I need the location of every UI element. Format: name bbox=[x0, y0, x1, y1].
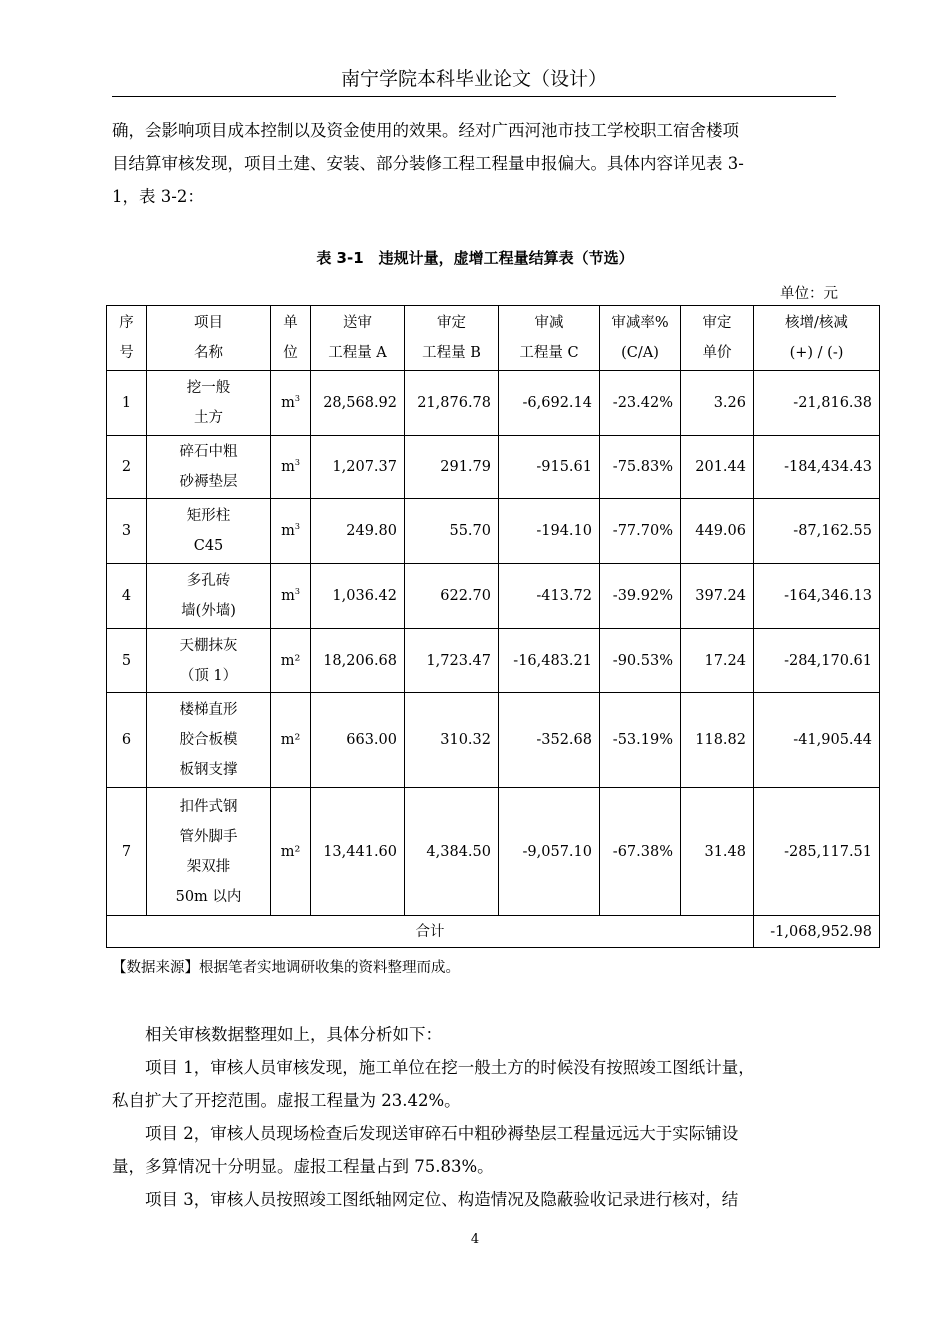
item-name-line: 土方 bbox=[194, 410, 223, 426]
item-name-line: 砂褥垫层 bbox=[179, 474, 238, 490]
reduction-rate: -67.38% bbox=[600, 788, 681, 916]
header-cell: 项目 名称 bbox=[147, 306, 271, 371]
adjustment-amount: -285,117.51 bbox=[754, 788, 880, 916]
total-label: 合计 bbox=[107, 916, 754, 948]
approved-unit-price: 397.24 bbox=[681, 564, 754, 629]
row-number: 3 bbox=[107, 499, 147, 564]
approved-unit-price: 3.26 bbox=[681, 371, 754, 436]
row-number: 6 bbox=[107, 693, 147, 788]
unit-text: m bbox=[281, 588, 295, 604]
item-name-cell bbox=[147, 693, 271, 788]
approved-quantity: 291.79 bbox=[405, 436, 499, 499]
reduction-rate: -90.53% bbox=[600, 629, 681, 693]
item-name-line: 墙(外墙) bbox=[181, 603, 236, 619]
approved-unit-price: 201.44 bbox=[681, 436, 754, 499]
table-row bbox=[107, 371, 880, 436]
table-row bbox=[107, 693, 880, 788]
adjustment-amount: -41,905.44 bbox=[754, 693, 880, 788]
submitted-quantity: 663.00 bbox=[311, 693, 405, 788]
row-number: 7 bbox=[107, 788, 147, 916]
unit-cell bbox=[271, 788, 311, 916]
table-header-row bbox=[107, 306, 880, 371]
row-number: 5 bbox=[107, 629, 147, 693]
reduction-rate: -75.83% bbox=[600, 436, 681, 499]
table-row bbox=[107, 564, 880, 629]
item-name-line: 扣件式钢 bbox=[179, 798, 238, 815]
submitted-quantity: 249.80 bbox=[311, 499, 405, 564]
item-name-cell bbox=[147, 499, 271, 564]
table-row bbox=[107, 788, 880, 916]
table-row bbox=[107, 436, 880, 499]
item-name-cell bbox=[147, 436, 271, 499]
row-number: 4 bbox=[107, 564, 147, 629]
item-name-line: （顶 1） bbox=[179, 667, 238, 684]
approved-unit-price: 449.06 bbox=[681, 499, 754, 564]
unit-cell bbox=[271, 371, 311, 436]
header-cell: 送审 工程量 A bbox=[311, 306, 405, 371]
item-name-cell bbox=[147, 629, 271, 693]
row-number: 1 bbox=[107, 371, 147, 436]
item-name-line: 架双排 bbox=[186, 858, 231, 875]
body-line: 项目 2，审核人员现场检查后发现送审碎石中粗砂褥垫层工程量远远大于实际铺设 bbox=[145, 1124, 739, 1143]
approved-quantity: 55.70 bbox=[405, 499, 499, 564]
reduced-quantity: -9,057.10 bbox=[499, 788, 600, 916]
unit-cell bbox=[271, 629, 311, 693]
unit-superscript: 3 bbox=[294, 522, 300, 532]
reduction-rate: -53.19% bbox=[600, 693, 681, 788]
body-line: 私自扩大了开挖范围。虚报工程量为 23.42%。 bbox=[112, 1091, 461, 1110]
adjustment-amount: -184,434.43 bbox=[754, 436, 880, 499]
unit-text: m² bbox=[280, 652, 301, 669]
item-name-line: 挖一般 bbox=[186, 380, 231, 396]
page-header: 南宁学院本科毕业论文（设计） bbox=[112, 62, 836, 97]
analysis-paragraphs bbox=[112, 1018, 838, 1216]
item-name-line: 碎石中粗 bbox=[179, 444, 238, 460]
approved-quantity: 622.70 bbox=[405, 564, 499, 629]
header-cell: 审定 工程量 B bbox=[405, 306, 499, 371]
body-line: 项目 1，审核人员审核发现，施工单位在挖一般土方的时候没有按照竣工图纸计量， bbox=[145, 1058, 755, 1077]
item-name-line: 天棚抹灰 bbox=[179, 637, 238, 654]
submitted-quantity: 28,568.92 bbox=[311, 371, 405, 436]
item-name-cell bbox=[147, 564, 271, 629]
approved-quantity: 21,876.78 bbox=[405, 371, 499, 436]
adjustment-amount: -164,346.13 bbox=[754, 564, 880, 629]
reduced-quantity: -352.68 bbox=[499, 693, 600, 788]
header-cell: 单 位 bbox=[271, 306, 311, 371]
data-source-note: 【数据来源】根据笔者实地调研收集的资料整理而成。 bbox=[112, 960, 460, 976]
approved-quantity: 4,384.50 bbox=[405, 788, 499, 916]
adjustment-amount: -284,170.61 bbox=[754, 629, 880, 693]
intro-line: 1，表 3-2： bbox=[112, 187, 204, 206]
unit-superscript: 3 bbox=[294, 587, 300, 597]
unit-text: m² bbox=[280, 843, 301, 860]
submitted-quantity: 1,036.42 bbox=[311, 564, 405, 629]
submitted-quantity: 18,206.68 bbox=[311, 629, 405, 693]
unit-text: m bbox=[281, 523, 295, 539]
unit-cell bbox=[271, 436, 311, 499]
item-name-line: 管外脚手 bbox=[179, 828, 238, 845]
item-name-line: 矩形柱 bbox=[186, 508, 231, 524]
reduction-rate: -77.70% bbox=[600, 499, 681, 564]
reduced-quantity: -6,692.14 bbox=[499, 371, 600, 436]
header-cell: 审减率% (C/A) bbox=[600, 306, 681, 371]
item-name-line: 50m 以内 bbox=[175, 888, 242, 905]
table-row bbox=[107, 629, 880, 693]
unit-text: m bbox=[281, 395, 295, 411]
adjustment-amount: -87,162.55 bbox=[754, 499, 880, 564]
item-name-line: C45 bbox=[193, 538, 224, 554]
intro-line: 确，会影响项目成本控制以及资金使用的效果。经对广西河池市技工学校职工宿舍楼项 bbox=[112, 121, 739, 140]
table-unit-note: 单位：元 bbox=[780, 286, 838, 302]
unit-cell bbox=[271, 693, 311, 788]
total-value: -1,068,952.98 bbox=[754, 916, 880, 948]
approved-unit-price: 118.82 bbox=[681, 693, 754, 788]
reduction-rate: -23.42% bbox=[600, 371, 681, 436]
item-name-cell bbox=[147, 788, 271, 916]
header-cell: 审减 工程量 C bbox=[499, 306, 600, 371]
header-cell: 序 号 bbox=[107, 306, 147, 371]
item-name-line: 板钢支撑 bbox=[179, 762, 238, 778]
approved-quantity: 1,723.47 bbox=[405, 629, 499, 693]
body-line: 量，多算情况十分明显。虚报工程量占到 75.83%。 bbox=[112, 1157, 494, 1176]
unit-text: m² bbox=[280, 732, 301, 748]
body-line: 相关审核数据整理如上，具体分析如下： bbox=[145, 1025, 442, 1044]
intro-paragraph bbox=[112, 114, 838, 213]
reduced-quantity: -413.72 bbox=[499, 564, 600, 629]
intro-line: 目结算审核发现，项目土建、安装、部分装修工程工程量申报偏大。具体内容详见表 3- bbox=[112, 154, 744, 173]
page-number: 4 bbox=[470, 1232, 480, 1247]
item-name-line: 多孔砖 bbox=[186, 573, 231, 589]
table-caption: 表 3-1 违规计量，虚增工程量结算表（节选） bbox=[316, 249, 634, 267]
submitted-quantity: 1,207.37 bbox=[311, 436, 405, 499]
reduced-quantity: -16,483.21 bbox=[499, 629, 600, 693]
unit-text: m bbox=[281, 459, 295, 475]
approved-unit-price: 17.24 bbox=[681, 629, 754, 693]
item-name-line: 胶合板模 bbox=[179, 732, 238, 748]
table-row bbox=[107, 499, 880, 564]
reduction-rate: -39.92% bbox=[600, 564, 681, 629]
header-cell: 核增/核减 (+) / (-) bbox=[754, 306, 880, 371]
total-row bbox=[107, 916, 880, 948]
unit-superscript: 3 bbox=[294, 458, 300, 468]
settlement-table bbox=[106, 305, 880, 948]
reduced-quantity: -915.61 bbox=[499, 436, 600, 499]
item-name-line: 楼梯直形 bbox=[179, 702, 238, 718]
header-cell: 审定 单价 bbox=[681, 306, 754, 371]
submitted-quantity: 13,441.60 bbox=[311, 788, 405, 916]
adjustment-amount: -21,816.38 bbox=[754, 371, 880, 436]
row-number: 2 bbox=[107, 436, 147, 499]
approved-quantity: 310.32 bbox=[405, 693, 499, 788]
approved-unit-price: 31.48 bbox=[681, 788, 754, 916]
unit-superscript: 3 bbox=[294, 394, 300, 404]
unit-cell bbox=[271, 499, 311, 564]
body-line: 项目 3，审核人员按照竣工图纸轴网定位、构造情况及隐蔽验收记录进行核对，结 bbox=[145, 1190, 739, 1209]
unit-cell bbox=[271, 564, 311, 629]
item-name-cell bbox=[147, 371, 271, 436]
reduced-quantity: -194.10 bbox=[499, 499, 600, 564]
